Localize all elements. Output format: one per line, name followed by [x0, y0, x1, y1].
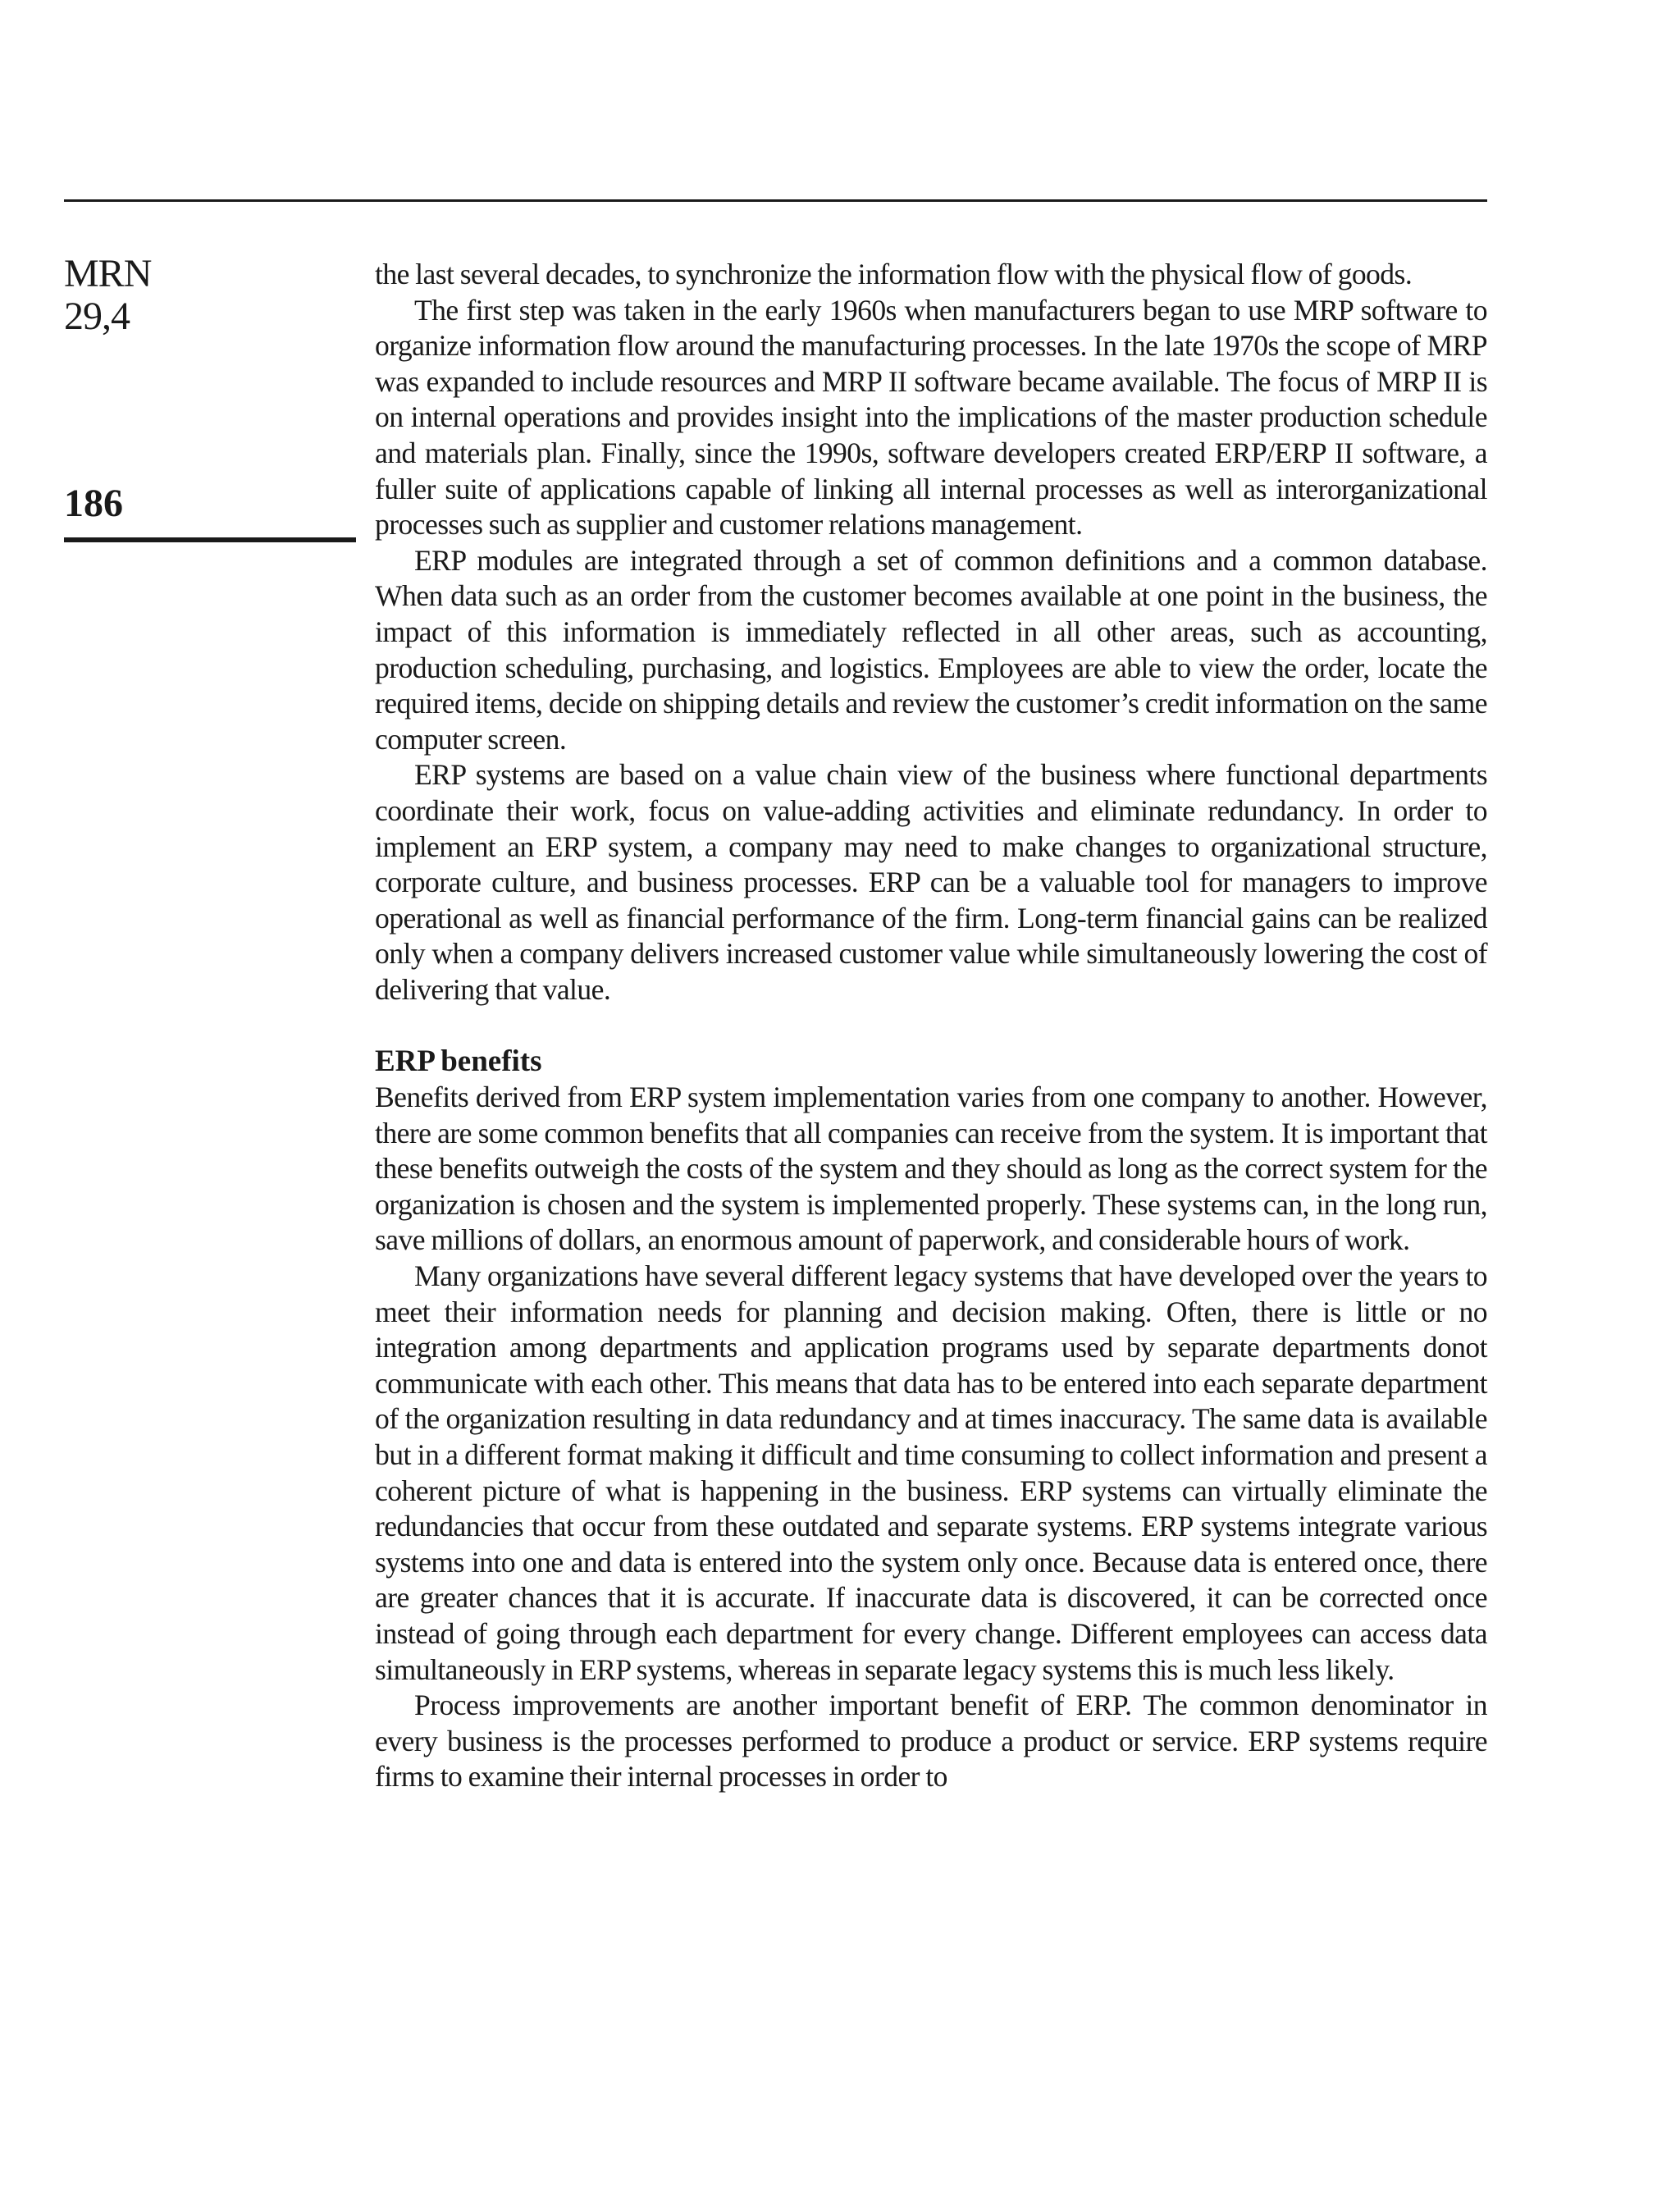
paragraph-process-improvements: Process improvements are another important benefit of ERP. The common denominator in every business is the processes performed to produce a product or service. ERP systems require firms to examine their internal processes in order to: [375, 1689, 1487, 1794]
article-body: [375, 257, 1487, 1795]
paragraph-benefits-intro: Benefits derived from ERP system implementation varies from one company to another. However, there are some common benefits that all companies can receive from the system. It is important that these benefits outweigh the costs of the system and they should as long as the correct system for the organization is chosen and the system is implemented properly. These systems can, in the long run, save millions of dollars, an enormous amount of paperwork, and considerable hours of work.: [375, 1081, 1487, 1257]
page-number: 186: [64, 482, 123, 525]
paragraph-value-chain: ERP systems are based on a value chain view of the business where functional departments coordinate their work, focus on value-adding activities and eliminate redundancy. In order to implement an ERP system, a company may need to make changes to organizational structure, corporate culture, and business processes. ERP can be a valuable tool for managers to improve operational as well as financial performance of the firm. Long-term financial gains can be realized only when a company delivers increased customer value while simultaneously lowering the cost of delivering that value.: [375, 758, 1487, 1006]
journal-abbreviation: MRN: [64, 252, 152, 295]
header-rule: [64, 199, 1487, 202]
paragraph-mrp-history: The first step was taken in the early 1960s when manufacturers began to use MRP software to organize information flow around the manufacturing processes. In the late 1970s the scope of MRP was expanded to include resources and MRP II software became available. The focus of MRP II is on internal operations and provides insight into the implications of the master production schedule and materials plan. Finally, since the 1990s, software developers created ERP/ERP II software, a fuller suite of applications capable of linking all internal processes as well as interorganizational processes such as supplier and customer relations management.: [375, 293, 1487, 542]
volume-issue: 29,4: [64, 295, 130, 338]
paragraph-legacy-systems: Many organizations have several different legacy systems that have developed over the years to meet their information needs for planning and decision making. Often, there is little or no integration among departments and application programs used by separate departments donot communicate with each other. This means that data has to be entered into each separate department of the organization resulting in data redundancy and at times inaccuracy. The same data is available but in a different format making it difficult and time consuming to collect information and present a coherent picture of what is happening in the business. ERP systems can virtually eliminate the redundancies that occur from these outdated and separate systems. ERP systems integrate various systems into one and data is entered into the system only once. Because data is entered once, there are greater chances that it is accurate. If inaccurate data is discovered, it can be corrected once instead of going through each department for every change. Different employees can access data simultaneously in ERP systems, whereas in separate legacy systems this is much less likely.: [375, 1259, 1487, 1686]
paragraph-continuation: the last several decades, to synchronize the information flow with the physical flow of goods.: [375, 258, 1413, 290]
paragraph-erp-modules: ERP modules are integrated through a set of common definitions and a common database. When data such as an order from the customer becomes available at one point in the business, the impact of this information is immediately reflected in all other areas, such as accounting, production scheduling, purchasing, and logistics. Employees are able to view the order, locate the required items, decide on shipping details and review the customer’s credit information on the same computer screen.: [375, 543, 1487, 756]
section-heading: ERP benefits: [375, 1044, 542, 1079]
journal-identifier: [64, 253, 151, 338]
page-number-rule: [64, 537, 356, 542]
